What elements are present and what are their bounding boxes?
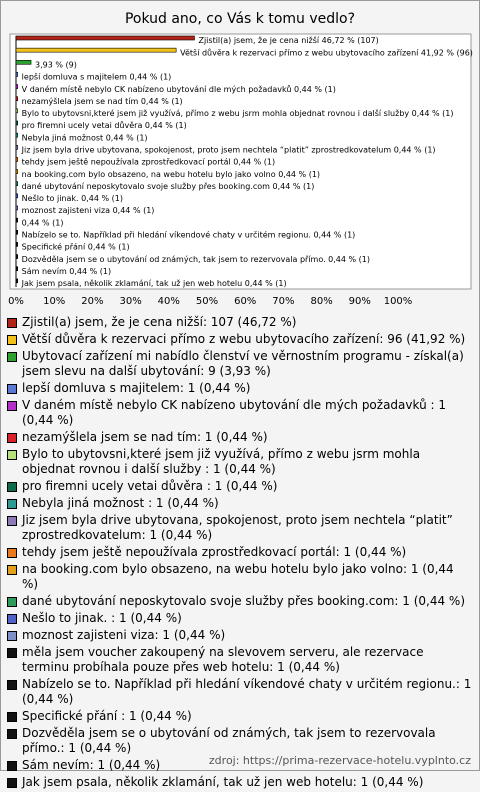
bar-label: Specifické přání 0,44 % (1) xyxy=(21,242,130,252)
legend-item xyxy=(7,513,473,543)
legend-label: dané ubytování neposkytovalo svoje služby přes booking.com: 1 (0,44 %) xyxy=(22,594,466,608)
legend-label: Dozvěděla jsem se o ubytování od známých, tak jsem to rezervovala přímo.: 1 (0,44 %) xyxy=(22,726,436,755)
legend-label: Bylo to ubytovsni,které jsem již využívá, přímo z webu jsrm mohla objednat rovnou i další služby : 1 (0,44 %) xyxy=(22,447,421,476)
legend-item xyxy=(7,479,473,494)
bar xyxy=(16,133,18,137)
legend-item xyxy=(7,332,473,347)
bar-label: Zjistil(a) jsem, že je cena nižší 46,72 % (107) xyxy=(198,36,379,46)
bar xyxy=(16,242,18,246)
bar xyxy=(16,60,31,64)
legend-swatch xyxy=(7,433,17,443)
legend-item xyxy=(7,709,473,724)
bar-label: tehdy jsem ještě nepoužívala zprostředkovací portál 0,44 % (1) xyxy=(21,157,276,167)
legend-item xyxy=(7,611,473,626)
legend-label: moznost zajisteni viza: 1 (0,44 %) xyxy=(22,628,226,642)
legend-item xyxy=(7,628,473,643)
bar xyxy=(16,109,18,113)
x-tick-label: 60% xyxy=(234,296,257,307)
legend-swatch xyxy=(7,761,17,771)
bar xyxy=(16,145,18,149)
legend-swatch xyxy=(7,729,17,739)
legend-item xyxy=(7,726,473,756)
legend-swatch xyxy=(7,482,17,492)
bar-label: Větší důvěra k rezervaci přímo z webu ubytovacího zařízení 41,92 % (96) xyxy=(180,48,473,58)
legend-label: měla jsem voucher zakoupený na slevovem serveru, ale rezervace terminu probíhala pouze přes web hotelu: 1 (0,44 %) xyxy=(22,645,424,674)
legend-swatch xyxy=(7,450,17,460)
legend-item xyxy=(7,545,473,560)
x-tick-label: 90% xyxy=(348,296,371,307)
legend-swatch xyxy=(7,384,17,394)
bar xyxy=(16,218,18,222)
legend-swatch xyxy=(7,335,17,345)
legend-label: Sám nevím: 1 (0,44 %) xyxy=(22,758,161,772)
bar xyxy=(16,206,18,210)
legend-item xyxy=(7,398,473,428)
legend-item xyxy=(7,349,473,379)
legend-item xyxy=(7,315,473,330)
bar-label: lepší domluva s majitelem 0,44 % (1) xyxy=(21,72,172,82)
x-tick-label: 20% xyxy=(81,296,104,307)
legend-item xyxy=(7,594,473,609)
legend-swatch xyxy=(7,648,17,658)
bar-label: Nabízelo se to. Například při hledání víkendové chaty v určitém regionu. 0,44 % (1) xyxy=(21,230,356,240)
legend-swatch xyxy=(7,352,17,362)
legend-item xyxy=(7,381,473,396)
legend-label: Jiz jsem byla drive ubytovana, spokojenost, proto jsem nechtela “platit” zprostredkovatelum: 1 (0,44 %) xyxy=(22,513,453,542)
bar xyxy=(16,182,18,186)
legend-label: tehdy jsem ještě nepoužívala zprostředkovací portál: 1 (0,44 %) xyxy=(22,545,407,559)
bar-label: 0,44 % (1) xyxy=(21,218,64,228)
bar xyxy=(16,267,18,271)
legend-label: Nebyla jiná možnost : 1 (0,44 %) xyxy=(22,496,219,510)
legend-swatch xyxy=(7,614,17,624)
legend-label: V daném místě nebylo CK nabízeno ubytování dle mých požadavků : 1 (0,44 %) xyxy=(22,398,446,427)
legend-swatch xyxy=(7,631,17,641)
legend-swatch xyxy=(7,565,17,575)
source-note: zdroj: https://prima-rezervace-hotelu.vyplnto.cz xyxy=(208,754,471,767)
legend-label: Zjistil(a) jsem, že je cena nižší: 107 (46,72 %) xyxy=(22,315,297,329)
x-tick-label: 40% xyxy=(157,296,180,307)
x-tick-label: 10% xyxy=(43,296,66,307)
legend-swatch xyxy=(7,499,17,509)
legend-swatch xyxy=(7,680,17,690)
bar-label: Jiz jsem byla drive ubytovana, spokojenost, proto jsem nechtela “platit” zprostredkovatelum 0,44 % (1) xyxy=(21,145,436,155)
legend-label: Nabízelo se to. Například při hledání víkendové chaty v určitém regionu.: 1 (0,44 %) xyxy=(22,677,472,706)
bar-label: na booking.com bylo obsazeno, na webu hotelu bylo jako volno 0,44 % (1) xyxy=(21,169,321,179)
bar-label: 3,93 % (9) xyxy=(35,60,77,70)
legend-label: Nešlo to jinak. : 1 (0,44 %) xyxy=(22,611,182,625)
bar-label: dané ubytování neposkytovalo svoje služby přes booking.com 0,44 % (1) xyxy=(21,181,315,191)
legend-item xyxy=(7,430,473,445)
bar xyxy=(16,157,18,161)
x-tick-label: 80% xyxy=(310,296,333,307)
legend-item xyxy=(7,775,473,790)
bar xyxy=(16,72,18,76)
legend-item xyxy=(7,677,473,707)
bar-label: V daném místě nebylo CK nabízeno ubytování dle mých požadavků 0,44 % (1) xyxy=(21,84,336,94)
bar xyxy=(16,230,18,234)
bar-chart xyxy=(1,1,479,313)
legend-label: Jak jsem psala, několik zklamání, tak už jen web hotelu: 1 (0,44 %) xyxy=(22,775,424,789)
x-tick-label: 100% xyxy=(383,296,413,307)
bar xyxy=(16,121,18,125)
bar-label: Sám nevím 0,44 % (1) xyxy=(21,266,112,276)
bar xyxy=(16,97,18,101)
legend-swatch xyxy=(7,318,17,328)
bar xyxy=(16,255,18,259)
bar-label: Jak jsem psala, několik zklamání, tak už jen web hotelu 0,44 % (1) xyxy=(21,279,287,289)
legend-item xyxy=(7,645,473,675)
legend-swatch xyxy=(7,401,17,411)
legend-label: lepší domluva s majitelem: 1 (0,44 %) xyxy=(22,381,251,395)
x-tick-label: 0% xyxy=(8,296,24,307)
bar xyxy=(16,36,194,40)
legend-swatch xyxy=(7,778,17,788)
legend-item xyxy=(7,447,473,477)
legend-label: pro firemni ucely vetai důvěra : 1 (0,44 %) xyxy=(22,479,278,493)
legend-swatch xyxy=(7,597,17,607)
legend-item xyxy=(7,496,473,511)
legend-label: Specifické přání : 1 (0,44 %) xyxy=(22,709,192,723)
legend xyxy=(7,315,473,792)
bar xyxy=(16,85,18,89)
bar xyxy=(16,170,18,174)
bar-label: nezamýšlela jsem se nad tím 0,44 % (1) xyxy=(21,96,183,106)
bar-label: Nebyla jiná možnost 0,44 % (1) xyxy=(21,133,148,143)
bar-label: moznost zajisteni viza 0,44 % (1) xyxy=(21,206,155,216)
legend-swatch xyxy=(7,712,17,722)
legend-label: nezamýšlela jsem se nad tím: 1 (0,44 %) xyxy=(22,430,268,444)
x-tick-label: 50% xyxy=(195,296,219,307)
legend-item xyxy=(7,562,473,592)
bar-label: Nešlo to jinak. 0,44 % (1) xyxy=(21,194,123,204)
legend-label: na booking.com bylo obsazeno, na webu hotelu bylo jako volno: 1 (0,44 %) xyxy=(22,562,454,591)
legend-label: Ubytovací zařízení mi nabídlo členství ve věrnostním programu - získal(a) jsem slevu na další ubytování: 9 (3,93 %) xyxy=(22,349,464,378)
bar xyxy=(16,279,18,283)
legend-swatch xyxy=(7,516,17,526)
bar xyxy=(16,48,176,52)
x-tick-label: 30% xyxy=(119,296,142,307)
bar-label: Bylo to ubytovsni,které jsem již využívá, přímo z webu jsrm mohla objednat rovnou i další služby 0,44 % (1) xyxy=(21,109,454,119)
x-tick-label: 70% xyxy=(272,296,295,307)
bar-label: pro firemni ucely vetai důvěra 0,44 % (1) xyxy=(21,121,187,131)
bar-label: Dozvěděla jsem se o ubytování od známých, tak jsem to rezervovala přímo. 0,44 % (1) xyxy=(21,254,371,264)
chart-title: Pokud ano, co Vás k tomu vedlo? xyxy=(124,11,356,27)
legend-label: Větší důvěra k rezervaci přímo z webu ubytovacího zařízení: 96 (41,92 %) xyxy=(22,332,466,346)
legend-swatch xyxy=(7,548,17,558)
bar xyxy=(16,194,18,198)
